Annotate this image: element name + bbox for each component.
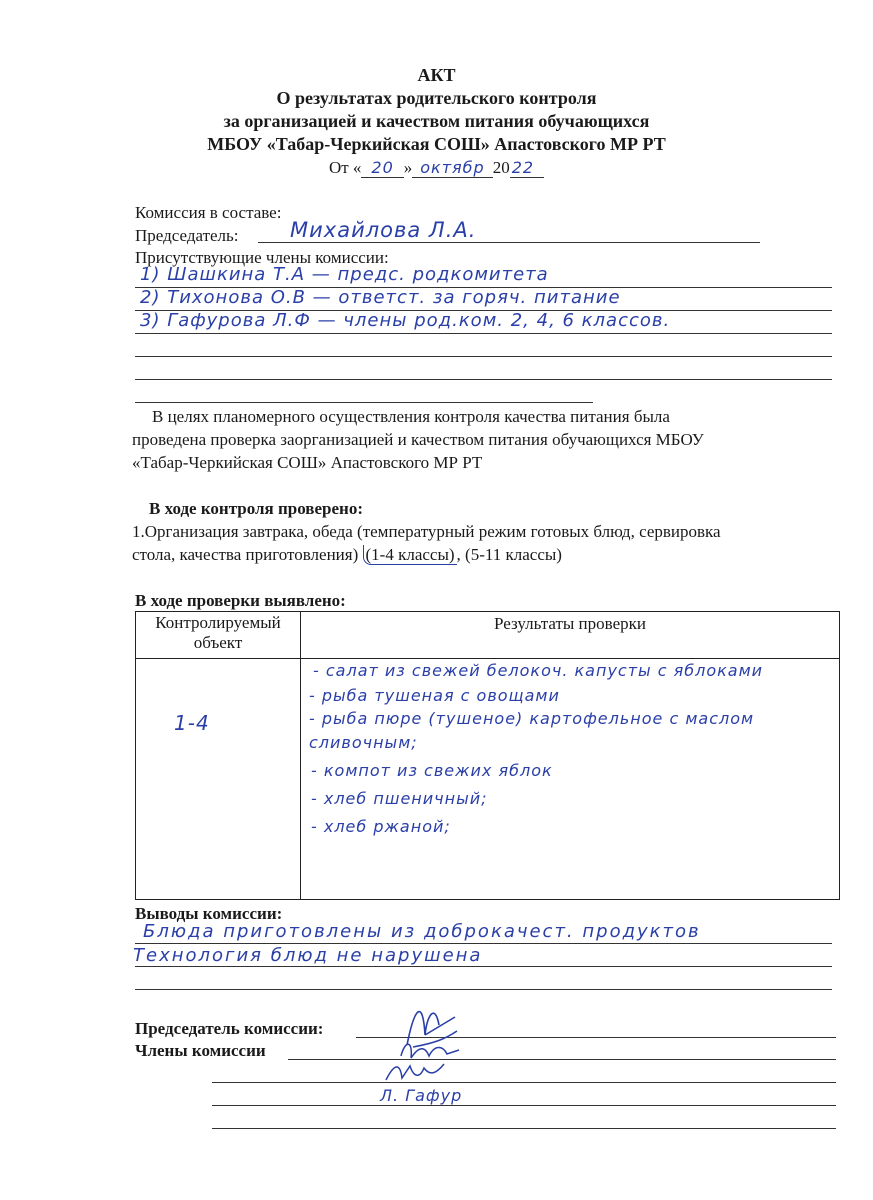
member-2: 2) Тихонова О.В — ответст. за горяч. питание [140,287,621,308]
chair-name: Михайлова Л.А. [290,218,477,242]
member-signature-3: Л. Гафур [380,1086,463,1105]
findings-table [135,611,840,900]
col-object-header [136,612,301,659]
date-year-suffix: 22 [510,158,544,178]
doc-subtitle-1: О результатах родительского контроля [276,88,597,108]
checked-item-line-2 [132,544,562,565]
date-prefix: От « [328,158,362,177]
result-item: - хлеб пшеничный; [311,789,488,808]
checked-item-part-c: , (5-11 классы) [456,545,562,564]
doc-title: АКТ [417,65,456,85]
member-line-6 [135,402,593,403]
chair-underline [258,242,760,243]
member-line-5 [135,379,832,380]
col-results-header [301,612,840,659]
conclusion-line-3 [135,989,832,990]
result-item: сливочным; [309,733,418,752]
chair-signature-label: Председатель комиссии: [135,1019,324,1038]
conclusion-text-1: Блюда приготовлены из доброкачест. продуктов [143,921,701,942]
members-signature-line-2 [212,1082,836,1083]
intro-line-2: проведена проверка заорганизацией и качеством питания обучающихся МБОУ [132,430,704,449]
doc-subtitle-3: МБОУ «Табар-Черкийская СОШ» Апастовского МР РТ [207,134,666,154]
result-item: - рыба тушеная с овощами [309,686,560,705]
checked-item-line-1: 1.Организация завтрака, обеда (температурный режим готовых блюд, сервировка [132,522,721,541]
table-row [136,659,840,900]
col-object-header-line-2: объект [193,633,243,652]
members-signature-line-4 [212,1128,836,1129]
date-day: 20 [361,158,403,178]
date-month: октябр [412,158,492,178]
intro-line-1: В целях планомерного осуществления контроля качества питания была [152,407,670,426]
members-signature-line-3 [212,1105,836,1106]
result-item: - компот из свежих яблок [311,761,553,780]
chair-label: Председатель: [135,226,239,245]
members-label: Присутствующие члены комиссии: [135,248,389,267]
table-header-row [136,612,840,659]
member-3: 3) Гафурова Л.Ф — члены род.ком. 2, 4, 6 классов. [140,310,671,331]
conclusion-line-2 [135,966,832,967]
conclusions-heading: Выводы комиссии: [135,904,283,923]
checked-item-part-a: стола, качества приготовления) [132,545,359,564]
object-cell [136,659,301,900]
doc-subtitle-2: за организацией и качеством питания обучающихся [223,111,650,131]
members-signature-label: Члены комиссии [135,1041,266,1060]
result-item: - салат из свежей белокоч. капусты с яблоками [313,661,764,680]
member-signature-2 [380,1058,450,1086]
checked-item-part-b: (1-4 классы) [363,545,457,565]
col-object-header-line-1: Контролируемый [155,613,281,632]
members-signature-line-1 [288,1059,836,1060]
conclusion-line-1 [135,943,832,944]
col-results-header-text: Результаты проверки [494,614,646,633]
conclusion-text-2: Технология блюд не нарушена [133,945,483,966]
results-cell [301,659,840,900]
date-year-prefix: 20 [492,158,510,177]
checked-heading: В ходе контроля проверено: [149,499,363,518]
doc-date [0,158,873,178]
result-item: - рыба пюре (тушеное) картофельное с маслом [309,709,755,728]
date-mid: » [403,158,413,177]
member-1: 1) Шашкина Т.А — предс. родкомитета [140,264,549,285]
commission-label: Комиссия в составе: [135,203,282,222]
intro-line-3: «Табар-Черкийская СОШ» Апастовского МР РТ [132,453,483,472]
member-line-3 [135,333,832,334]
object-value: 1-4 [174,711,210,735]
findings-heading: В ходе проверки выявлено: [135,591,346,610]
result-item: - хлеб ржаной; [311,817,451,836]
member-line-4 [135,356,832,357]
